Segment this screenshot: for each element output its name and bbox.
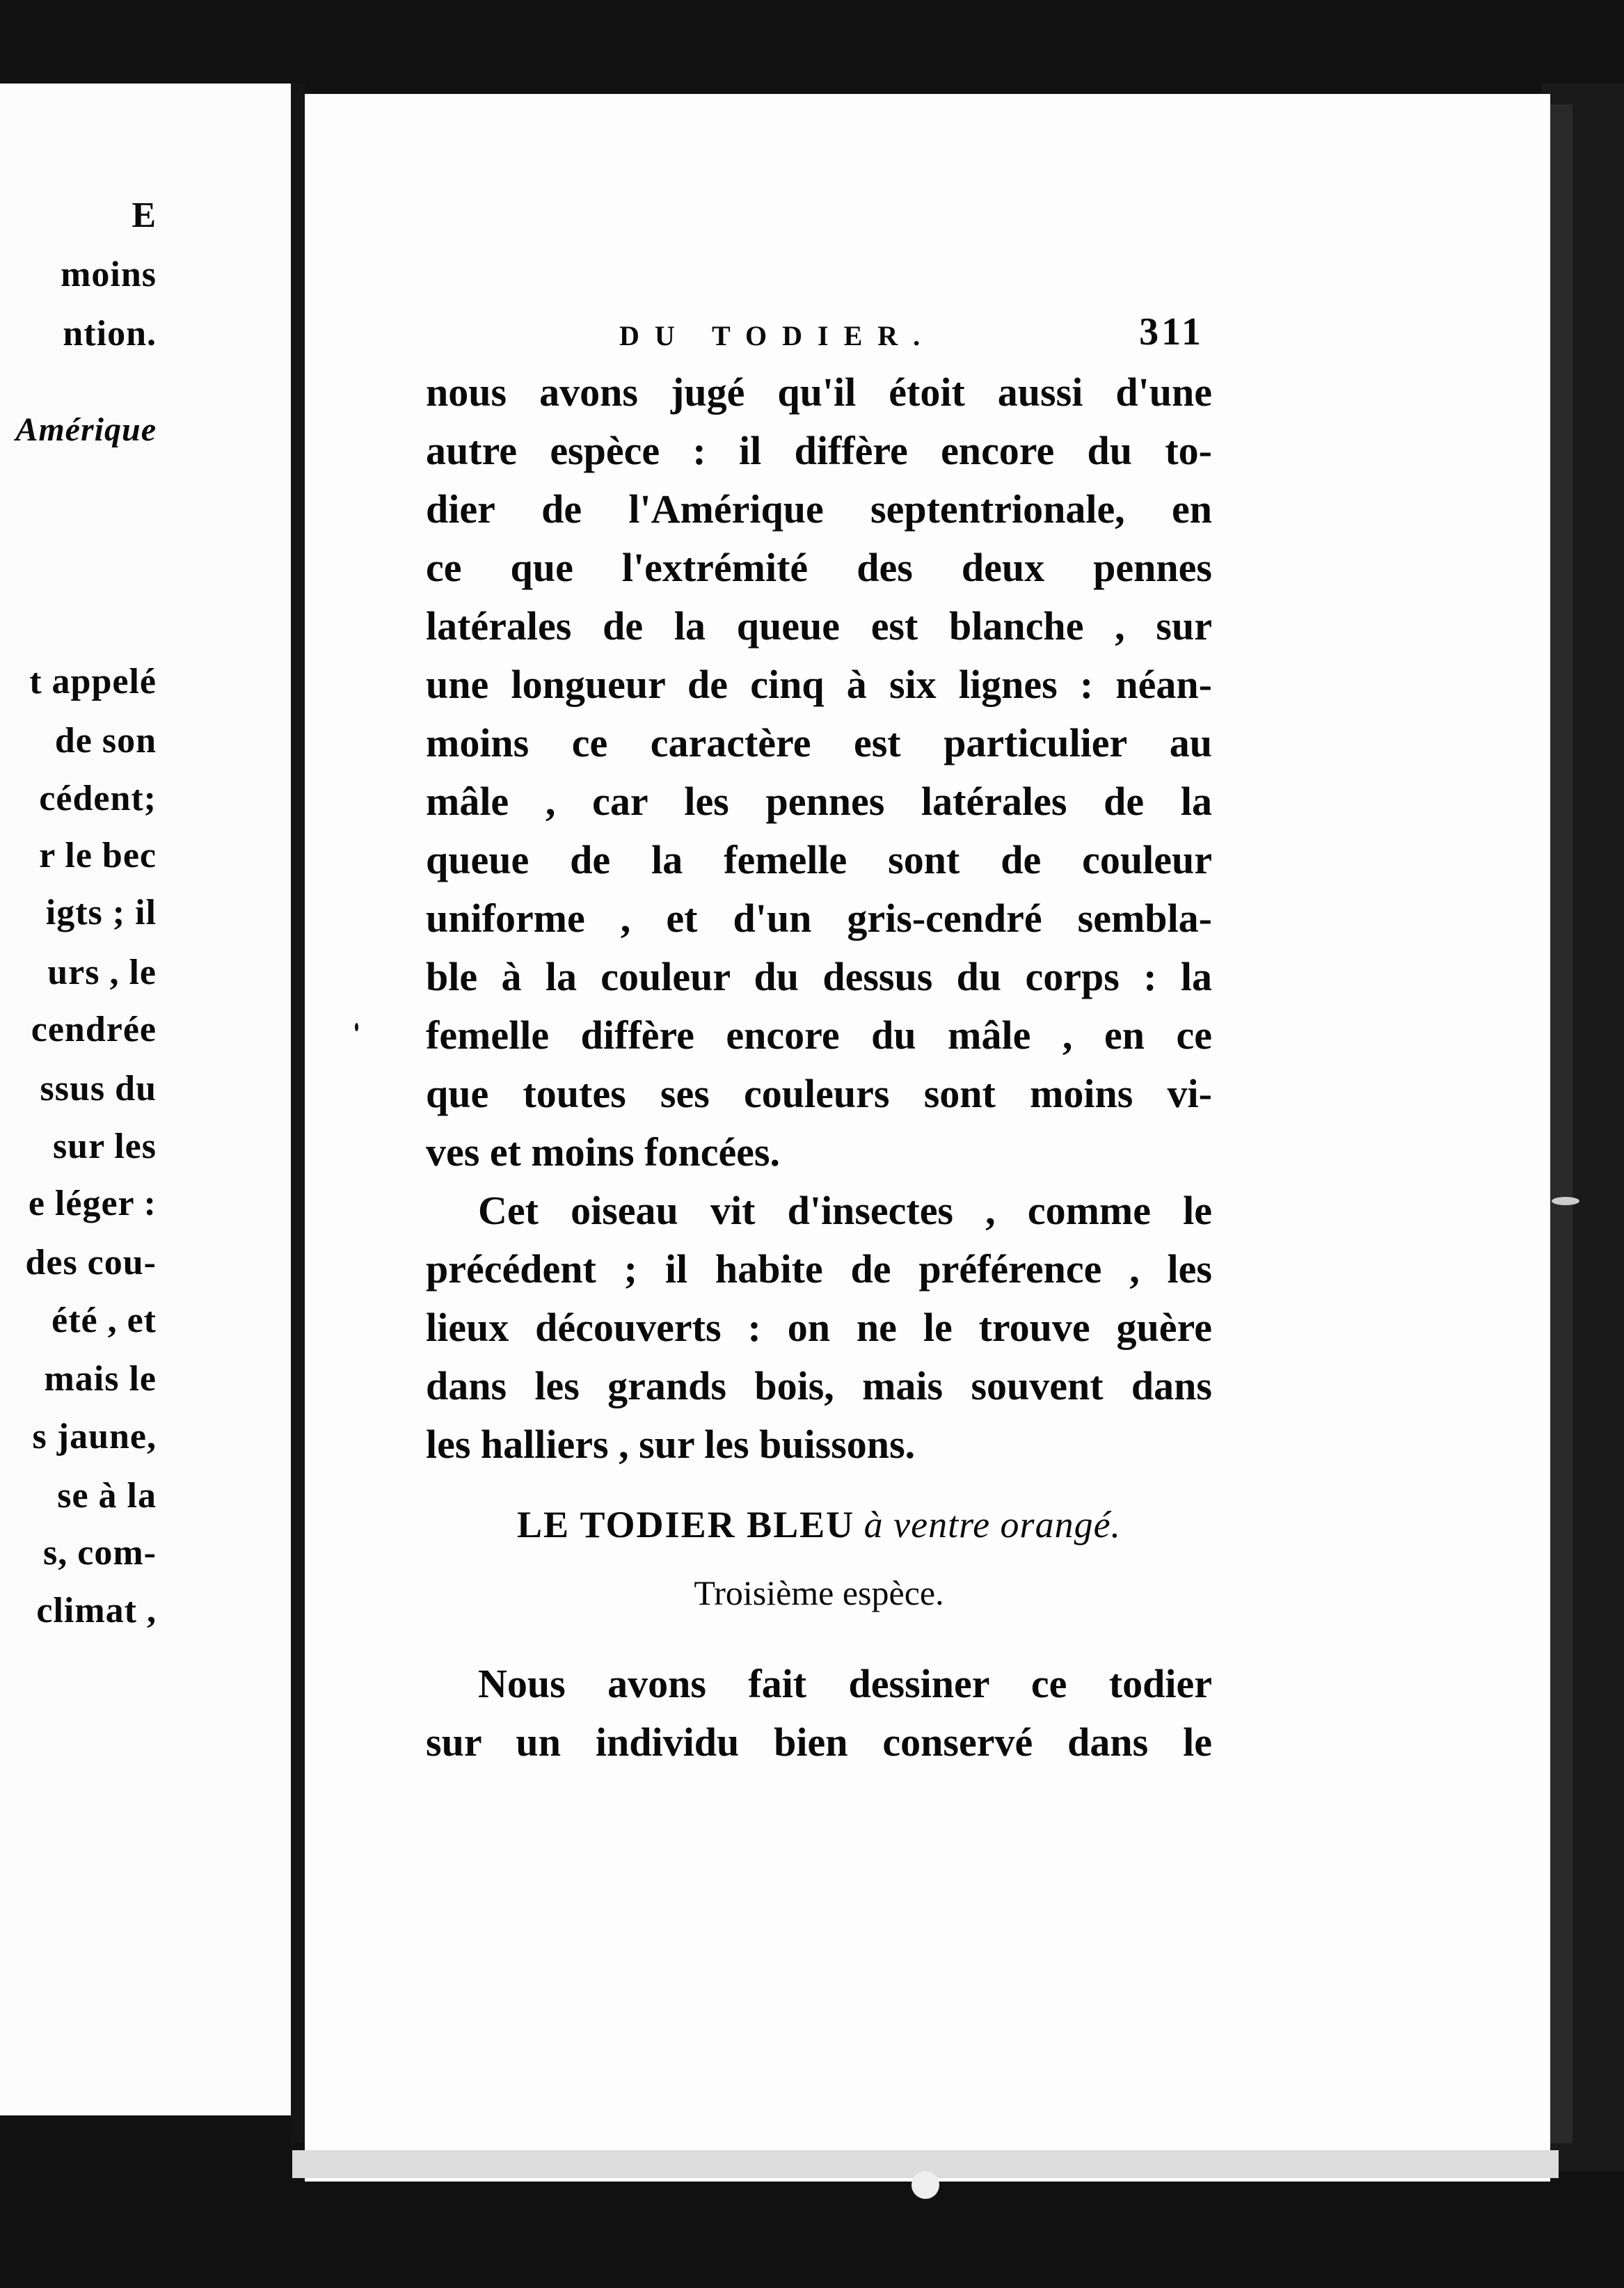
section-subtitle: Troisième espèce. xyxy=(694,1573,944,1612)
text-line: uniforme , et d'un gris-cendré sembla- xyxy=(426,896,1212,941)
speck xyxy=(42,14,51,35)
left-page-line: été , et xyxy=(51,1301,157,1340)
page-number: 311 xyxy=(1139,310,1204,353)
left-page-line: cendrée xyxy=(31,1010,157,1049)
left-page-line: s jaune, xyxy=(32,1417,157,1456)
text-line: ble à la couleur du dessus du corps : la xyxy=(426,954,1212,999)
text-line: mâle , car les pennes latérales de la xyxy=(426,779,1212,824)
text-line: ce que l'extrémité des deux pennes xyxy=(426,545,1212,590)
running-title: DU TODIER. xyxy=(619,320,936,351)
paragraph-1 xyxy=(426,363,1212,1182)
left-page-line: moins xyxy=(61,255,157,294)
left-page-line: s, com- xyxy=(43,1533,157,1573)
text-line: nous avons jugé qu'il étoit aussi d'une xyxy=(426,370,1212,415)
speck xyxy=(355,1023,358,1031)
left-page-line: r le bec xyxy=(39,836,157,875)
left-page-line: e léger : xyxy=(28,1184,157,1223)
left-page-line: mais le xyxy=(44,1359,157,1399)
text-line: précédent ; il habite de préférence , les xyxy=(426,1246,1212,1292)
text-line: sur un individu bien conservé dans le xyxy=(426,1719,1212,1765)
section-title-italic: à ventre orangé. xyxy=(863,1504,1122,1546)
text-line: une longueur de cinq à six lignes : néan- xyxy=(426,662,1212,707)
left-page-line: de son xyxy=(54,721,157,761)
text-line: Cet oiseau vit d'insectes , comme le xyxy=(478,1188,1212,1233)
left-page-line: ntion. xyxy=(63,314,157,353)
left-page-line: urs , le xyxy=(47,953,157,992)
speck xyxy=(1552,1197,1579,1205)
paragraph-3 xyxy=(426,1655,1212,1772)
text-line: queue de la femelle sont de couleur xyxy=(426,837,1212,882)
text-line: lieux découverts : on ne le trouve guère xyxy=(426,1305,1212,1350)
speck xyxy=(911,2171,939,2199)
text-line: que toutes ses couleurs sont moins vi- xyxy=(426,1071,1212,1116)
left-page-line: cédent; xyxy=(39,779,157,818)
text-line: Nous avons fait dessiner ce todier xyxy=(478,1661,1212,1706)
left-page-line: ssus du xyxy=(40,1069,157,1109)
running-head xyxy=(612,310,1211,358)
left-page-line: Amérique xyxy=(15,411,157,448)
text-line: autre espèce : il diffère encore du to- xyxy=(426,428,1212,473)
text-line: dier de l'Amérique septentrionale, en xyxy=(426,486,1212,532)
left-page-line: t appelé xyxy=(29,662,157,701)
text-line: ves et moins foncées. xyxy=(426,1129,781,1175)
book-gutter xyxy=(291,84,305,2143)
left-page-line: sur les xyxy=(52,1127,157,1166)
left-page-line: E xyxy=(132,196,157,235)
paragraph-2 xyxy=(426,1182,1212,1474)
section-title xyxy=(426,1503,1212,1546)
left-page xyxy=(0,84,296,2115)
section-title-caps: LE TODIER BLEU xyxy=(516,1504,855,1546)
left-page-line: climat , xyxy=(36,1591,157,1630)
text-line: moins ce caractère est particulier au xyxy=(426,720,1212,765)
left-page-line: igts ; il xyxy=(45,893,157,932)
left-page-line: des cou- xyxy=(25,1243,157,1282)
text-line: latérales de la queue est blanche , sur xyxy=(426,603,1212,649)
left-page-line: se à la xyxy=(57,1476,157,1516)
text-line: les halliers , sur les buissons. xyxy=(426,1422,916,1467)
text-line: dans les grands bois, mais souvent dans xyxy=(426,1363,1212,1408)
text-line: femelle diffère encore du mâle , en ce xyxy=(426,1012,1212,1058)
